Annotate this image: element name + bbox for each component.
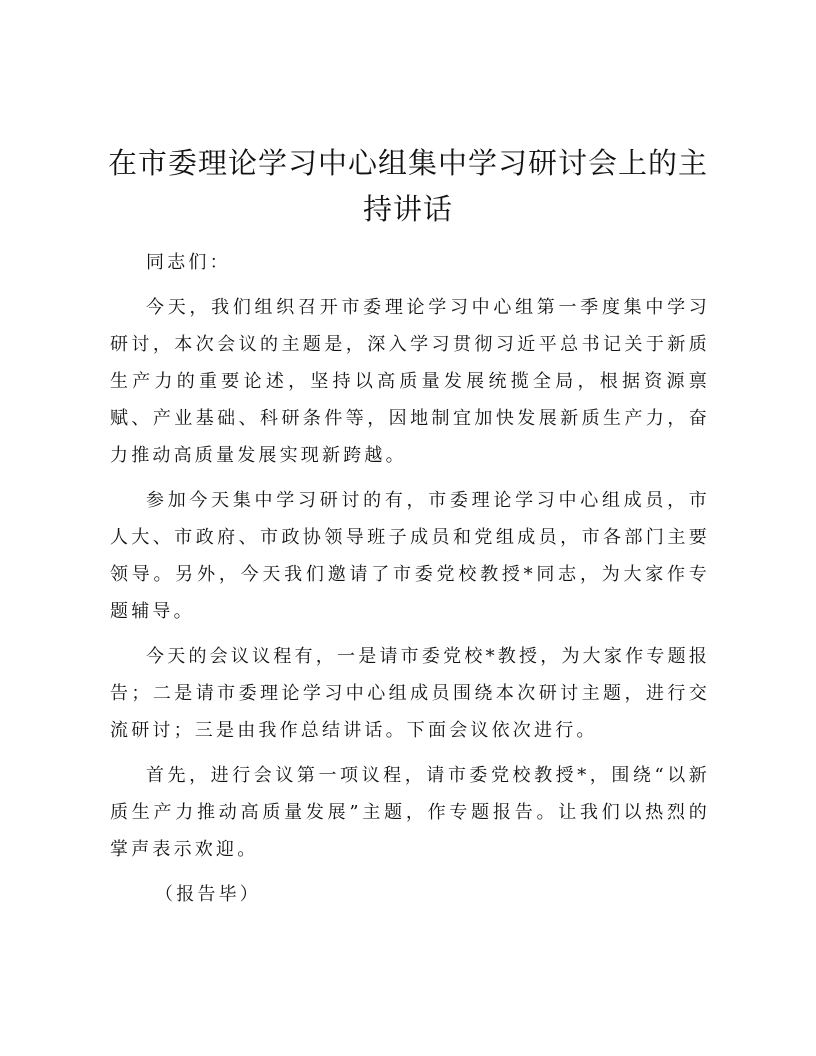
report-end-note: （报告毕） [155, 884, 261, 905]
paragraph-opening: 今天，我们组织召开市委理论学习中心组第一季度集中学习研讨，本次会议的主题是，深入学习贯彻习近平总书记关于新质生产力的重要论述，坚持以高质量发展统揽全局，根据资源禀赋、产业基础、科研条件等，因地制宜加快发展新质生产力，奋力推动高质量发展实现新跨越。 [110, 297, 710, 466]
paragraph-first-item: 首先，进行会议第一项议程，请市委党校教授*，围绕“以新质生产力推动高质量发展”主题，作专题报告。让我们以热烈的掌声表示欢迎。 [110, 765, 710, 860]
salutation: 同志们： [146, 252, 231, 273]
paragraph-agenda: 今天的会议议程有，一是请市委党校*教授，为大家作专题报告；二是请市委理论学习中心组成员围绕本次研讨主题，进行交流研讨；三是由我作总结讲话。下面会议依次进行。 [110, 646, 710, 741]
document-title: 在市委理论学习中心组集中学习研讨会上的主持讲话 [107, 146, 708, 226]
document-body [110, 244, 710, 921]
paragraph-attendees: 参加今天集中学习研讨的有，市委理论学习中心组成员，市人大、市政府、市政协领导班子成员和党组成员，市各部门主要领导。另外，今天我们邀请了市委党校教授*同志，为大家作专题辅导。 [110, 490, 710, 622]
